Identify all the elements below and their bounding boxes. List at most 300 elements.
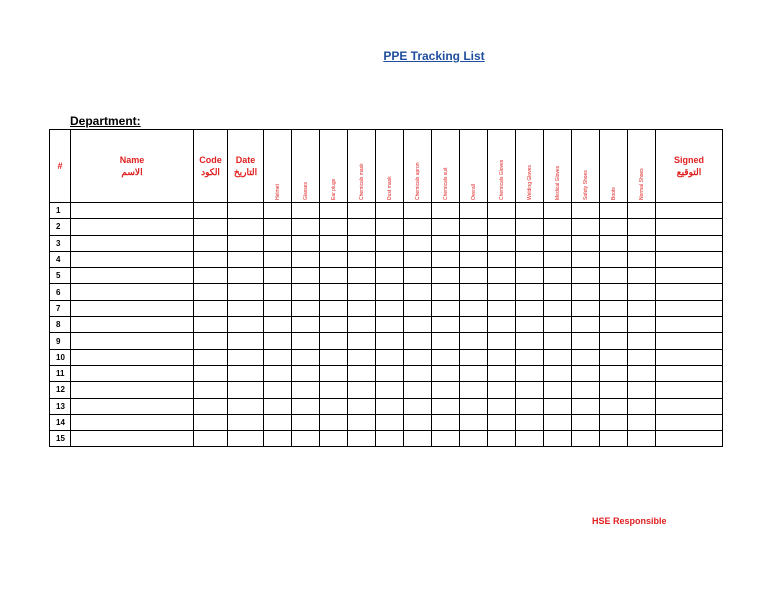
table-cell[interactable] bbox=[404, 382, 432, 398]
table-cell[interactable] bbox=[460, 317, 488, 333]
table-row bbox=[50, 317, 723, 333]
table-cell[interactable] bbox=[71, 382, 194, 398]
table-cell[interactable] bbox=[264, 284, 292, 300]
table-row bbox=[50, 268, 723, 284]
table-cell[interactable] bbox=[544, 382, 572, 398]
table-cell[interactable] bbox=[656, 382, 723, 398]
table-cell[interactable] bbox=[460, 300, 488, 316]
table-cell[interactable] bbox=[544, 235, 572, 251]
table-cell[interactable] bbox=[600, 203, 628, 219]
table-cell[interactable] bbox=[600, 382, 628, 398]
table-cell[interactable] bbox=[320, 431, 348, 447]
table-cell[interactable] bbox=[516, 349, 544, 365]
table-cell[interactable] bbox=[194, 333, 228, 349]
table-cell[interactable] bbox=[264, 333, 292, 349]
table-cell[interactable] bbox=[292, 382, 320, 398]
table-cell[interactable] bbox=[488, 219, 516, 235]
table-cell[interactable] bbox=[376, 349, 404, 365]
table-cell[interactable] bbox=[572, 431, 600, 447]
table-cell[interactable] bbox=[572, 284, 600, 300]
table-cell[interactable] bbox=[292, 365, 320, 381]
table-row bbox=[50, 333, 723, 349]
table-cell[interactable] bbox=[264, 414, 292, 430]
table-cell[interactable] bbox=[628, 251, 656, 267]
table-cell[interactable] bbox=[292, 317, 320, 333]
row-number: 6 bbox=[50, 284, 71, 300]
table-cell[interactable] bbox=[376, 268, 404, 284]
table-cell[interactable] bbox=[71, 431, 194, 447]
table-cell[interactable] bbox=[460, 219, 488, 235]
table-cell[interactable] bbox=[488, 268, 516, 284]
header-ppe bbox=[572, 130, 600, 203]
table-cell[interactable] bbox=[656, 284, 723, 300]
table-cell[interactable] bbox=[600, 317, 628, 333]
table-cell[interactable] bbox=[656, 365, 723, 381]
table-cell[interactable] bbox=[376, 317, 404, 333]
table-cell[interactable] bbox=[516, 398, 544, 414]
table-cell[interactable] bbox=[656, 414, 723, 430]
table-cell[interactable] bbox=[600, 431, 628, 447]
header-ppe bbox=[600, 130, 628, 203]
table-cell[interactable] bbox=[404, 284, 432, 300]
table-cell[interactable] bbox=[460, 268, 488, 284]
table-cell[interactable] bbox=[320, 365, 348, 381]
table-cell[interactable] bbox=[432, 333, 460, 349]
table-cell[interactable] bbox=[488, 284, 516, 300]
table-cell[interactable] bbox=[600, 251, 628, 267]
table-cell[interactable] bbox=[460, 398, 488, 414]
table-row bbox=[50, 382, 723, 398]
table-cell[interactable] bbox=[432, 414, 460, 430]
table-cell[interactable] bbox=[348, 300, 376, 316]
table-cell[interactable] bbox=[71, 365, 194, 381]
table-cell[interactable] bbox=[348, 235, 376, 251]
ppe-column-label: Boots bbox=[610, 187, 617, 200]
table-cell[interactable] bbox=[544, 365, 572, 381]
table-cell[interactable] bbox=[292, 219, 320, 235]
table-cell[interactable] bbox=[348, 203, 376, 219]
table-cell[interactable] bbox=[348, 398, 376, 414]
table-cell[interactable] bbox=[600, 414, 628, 430]
table-cell[interactable] bbox=[628, 317, 656, 333]
row-number: 12 bbox=[50, 382, 71, 398]
table-cell[interactable] bbox=[264, 317, 292, 333]
table-cell[interactable] bbox=[71, 398, 194, 414]
table-cell[interactable] bbox=[348, 431, 376, 447]
table-cell[interactable] bbox=[228, 284, 264, 300]
table-cell[interactable] bbox=[320, 349, 348, 365]
table-cell[interactable] bbox=[516, 382, 544, 398]
table-cell[interactable] bbox=[348, 284, 376, 300]
table-cell[interactable] bbox=[432, 251, 460, 267]
table-cell[interactable] bbox=[488, 251, 516, 267]
table-cell[interactable] bbox=[516, 317, 544, 333]
table-cell[interactable] bbox=[194, 300, 228, 316]
table-cell[interactable] bbox=[432, 300, 460, 316]
table-cell[interactable] bbox=[376, 382, 404, 398]
table-cell[interactable] bbox=[348, 349, 376, 365]
table-cell[interactable] bbox=[376, 203, 404, 219]
table-cell[interactable] bbox=[656, 219, 723, 235]
table-cell[interactable] bbox=[656, 300, 723, 316]
table-cell[interactable] bbox=[432, 203, 460, 219]
table-cell[interactable] bbox=[544, 300, 572, 316]
table-cell[interactable] bbox=[572, 398, 600, 414]
table-cell[interactable] bbox=[516, 365, 544, 381]
header-ppe bbox=[460, 130, 488, 203]
table-cell[interactable] bbox=[404, 235, 432, 251]
table-cell[interactable] bbox=[572, 382, 600, 398]
table-cell[interactable] bbox=[628, 235, 656, 251]
table-cell[interactable] bbox=[194, 382, 228, 398]
table-cell[interactable] bbox=[432, 219, 460, 235]
table-cell[interactable] bbox=[348, 382, 376, 398]
table-cell[interactable] bbox=[320, 300, 348, 316]
table-cell[interactable] bbox=[320, 382, 348, 398]
table-cell[interactable] bbox=[348, 219, 376, 235]
table-cell[interactable] bbox=[348, 365, 376, 381]
table-cell[interactable] bbox=[194, 251, 228, 267]
table-cell[interactable] bbox=[404, 251, 432, 267]
table-cell[interactable] bbox=[572, 251, 600, 267]
table-cell[interactable] bbox=[628, 365, 656, 381]
table-cell[interactable] bbox=[348, 414, 376, 430]
header-row bbox=[50, 130, 723, 203]
table-cell[interactable] bbox=[432, 317, 460, 333]
table-cell[interactable] bbox=[320, 398, 348, 414]
table-cell[interactable] bbox=[572, 414, 600, 430]
table-cell[interactable] bbox=[544, 251, 572, 267]
ppe-column-label: Glasses bbox=[302, 181, 309, 200]
hse-responsible-label: HSE Responsible bbox=[592, 516, 667, 526]
table-cell[interactable] bbox=[264, 365, 292, 381]
table-cell[interactable] bbox=[320, 333, 348, 349]
table-cell[interactable] bbox=[488, 317, 516, 333]
table-cell[interactable] bbox=[320, 414, 348, 430]
table-cell[interactable] bbox=[460, 203, 488, 219]
table-cell[interactable] bbox=[544, 317, 572, 333]
table-cell[interactable] bbox=[194, 414, 228, 430]
table-cell[interactable] bbox=[228, 317, 264, 333]
table-cell[interactable] bbox=[432, 268, 460, 284]
table-cell[interactable] bbox=[516, 284, 544, 300]
table-cell[interactable] bbox=[194, 349, 228, 365]
table-cell[interactable] bbox=[264, 431, 292, 447]
table-cell[interactable] bbox=[628, 333, 656, 349]
table-cell[interactable] bbox=[656, 349, 723, 365]
table-cell[interactable] bbox=[292, 414, 320, 430]
table-cell[interactable] bbox=[71, 219, 194, 235]
table-cell[interactable] bbox=[488, 300, 516, 316]
table-cell[interactable] bbox=[656, 398, 723, 414]
table-cell[interactable] bbox=[572, 365, 600, 381]
table-cell[interactable] bbox=[600, 284, 628, 300]
table-cell[interactable] bbox=[656, 431, 723, 447]
table-cell[interactable] bbox=[516, 235, 544, 251]
table-cell[interactable] bbox=[71, 349, 194, 365]
table-cell[interactable] bbox=[320, 203, 348, 219]
table-cell[interactable] bbox=[460, 284, 488, 300]
table-cell[interactable] bbox=[348, 251, 376, 267]
table-cell[interactable] bbox=[460, 382, 488, 398]
table-cell[interactable] bbox=[320, 219, 348, 235]
table-cell[interactable] bbox=[572, 203, 600, 219]
table-cell[interactable] bbox=[432, 382, 460, 398]
table-cell[interactable] bbox=[628, 284, 656, 300]
table-cell[interactable] bbox=[348, 333, 376, 349]
table-cell[interactable] bbox=[600, 398, 628, 414]
table-cell[interactable] bbox=[404, 398, 432, 414]
table-cell[interactable] bbox=[488, 333, 516, 349]
table-cell[interactable] bbox=[194, 317, 228, 333]
table-cell[interactable] bbox=[320, 235, 348, 251]
table-cell[interactable] bbox=[516, 300, 544, 316]
ppe-tracking-table bbox=[49, 129, 723, 447]
table-cell[interactable] bbox=[228, 268, 264, 284]
table-cell[interactable] bbox=[460, 235, 488, 251]
table-cell[interactable] bbox=[628, 398, 656, 414]
table-cell[interactable] bbox=[628, 300, 656, 316]
table-cell[interactable] bbox=[488, 235, 516, 251]
table-cell[interactable] bbox=[488, 398, 516, 414]
table-cell[interactable] bbox=[194, 268, 228, 284]
table-cell[interactable] bbox=[656, 203, 723, 219]
table-cell[interactable] bbox=[656, 251, 723, 267]
table-cell[interactable] bbox=[194, 235, 228, 251]
table-cell[interactable] bbox=[71, 284, 194, 300]
table-cell[interactable] bbox=[376, 300, 404, 316]
table-cell[interactable] bbox=[228, 349, 264, 365]
table-cell[interactable] bbox=[264, 203, 292, 219]
table-cell[interactable] bbox=[628, 219, 656, 235]
header-signed: Signed التوقيع bbox=[656, 130, 723, 203]
table-cell[interactable] bbox=[264, 300, 292, 316]
table-cell[interactable] bbox=[71, 333, 194, 349]
table-cell[interactable] bbox=[488, 203, 516, 219]
row-number: 4 bbox=[50, 251, 71, 267]
table-cell[interactable] bbox=[292, 251, 320, 267]
table-cell[interactable] bbox=[292, 268, 320, 284]
table-cell[interactable] bbox=[228, 251, 264, 267]
table-cell[interactable] bbox=[194, 365, 228, 381]
table-cell[interactable] bbox=[516, 333, 544, 349]
table-cell[interactable] bbox=[460, 414, 488, 430]
table-cell[interactable] bbox=[488, 431, 516, 447]
table-cell[interactable] bbox=[404, 219, 432, 235]
table-cell[interactable] bbox=[600, 333, 628, 349]
table-cell[interactable] bbox=[404, 203, 432, 219]
table-cell[interactable] bbox=[460, 431, 488, 447]
table-cell[interactable] bbox=[404, 431, 432, 447]
table-cell[interactable] bbox=[71, 414, 194, 430]
table-cell[interactable] bbox=[656, 235, 723, 251]
table-cell[interactable] bbox=[544, 284, 572, 300]
header-ppe bbox=[320, 130, 348, 203]
table-cell[interactable] bbox=[292, 203, 320, 219]
table-cell[interactable] bbox=[460, 349, 488, 365]
ppe-column-label: Welding Gloves bbox=[526, 165, 533, 200]
table-cell[interactable] bbox=[348, 268, 376, 284]
table-cell[interactable] bbox=[376, 219, 404, 235]
table-cell[interactable] bbox=[292, 431, 320, 447]
table-cell[interactable] bbox=[404, 268, 432, 284]
table-cell[interactable] bbox=[628, 431, 656, 447]
table-cell[interactable] bbox=[488, 382, 516, 398]
table-cell[interactable] bbox=[320, 284, 348, 300]
table-cell[interactable] bbox=[320, 268, 348, 284]
table-cell[interactable] bbox=[348, 317, 376, 333]
table-cell[interactable] bbox=[376, 251, 404, 267]
table-cell[interactable] bbox=[264, 382, 292, 398]
table-cell[interactable] bbox=[516, 431, 544, 447]
table-cell[interactable] bbox=[572, 268, 600, 284]
table-cell[interactable] bbox=[228, 365, 264, 381]
table-cell[interactable] bbox=[376, 431, 404, 447]
table-cell[interactable] bbox=[264, 349, 292, 365]
table-cell[interactable] bbox=[432, 431, 460, 447]
table-cell[interactable] bbox=[516, 414, 544, 430]
table-cell[interactable] bbox=[432, 349, 460, 365]
table-cell[interactable] bbox=[404, 300, 432, 316]
table-cell[interactable] bbox=[376, 365, 404, 381]
table-cell[interactable] bbox=[600, 219, 628, 235]
table-cell[interactable] bbox=[600, 349, 628, 365]
table-cell[interactable] bbox=[628, 382, 656, 398]
table-cell[interactable] bbox=[376, 284, 404, 300]
table-cell[interactable] bbox=[292, 349, 320, 365]
table-cell[interactable] bbox=[572, 333, 600, 349]
table-cell[interactable] bbox=[544, 431, 572, 447]
table-cell[interactable] bbox=[572, 219, 600, 235]
table-cell[interactable] bbox=[404, 333, 432, 349]
table-cell[interactable] bbox=[264, 398, 292, 414]
table-cell[interactable] bbox=[264, 235, 292, 251]
table-cell[interactable] bbox=[264, 251, 292, 267]
table-cell[interactable] bbox=[544, 349, 572, 365]
table-cell[interactable] bbox=[404, 317, 432, 333]
table-cell[interactable] bbox=[292, 300, 320, 316]
row-number: 9 bbox=[50, 333, 71, 349]
table-cell[interactable] bbox=[194, 398, 228, 414]
table-cell[interactable] bbox=[292, 398, 320, 414]
table-cell[interactable] bbox=[460, 365, 488, 381]
page-title: PPE Tracking List bbox=[383, 49, 485, 63]
table-cell[interactable] bbox=[320, 317, 348, 333]
table-cell[interactable] bbox=[432, 284, 460, 300]
table-cell[interactable] bbox=[228, 203, 264, 219]
table-cell[interactable] bbox=[228, 414, 264, 430]
table-cell[interactable] bbox=[628, 349, 656, 365]
table-cell[interactable] bbox=[460, 333, 488, 349]
table-cell[interactable] bbox=[376, 333, 404, 349]
table-cell[interactable] bbox=[194, 431, 228, 447]
table-cell[interactable] bbox=[376, 235, 404, 251]
table-cell[interactable] bbox=[432, 235, 460, 251]
table-cell[interactable] bbox=[264, 268, 292, 284]
table-cell[interactable] bbox=[228, 398, 264, 414]
table-cell[interactable] bbox=[516, 203, 544, 219]
header-name: Name الاسم bbox=[71, 130, 194, 203]
table-cell[interactable] bbox=[488, 349, 516, 365]
table-cell[interactable] bbox=[516, 219, 544, 235]
table-cell[interactable] bbox=[404, 349, 432, 365]
table-cell[interactable] bbox=[432, 365, 460, 381]
table-cell[interactable] bbox=[600, 235, 628, 251]
table-cell[interactable] bbox=[544, 268, 572, 284]
table-cell[interactable] bbox=[71, 235, 194, 251]
table-cell[interactable] bbox=[544, 203, 572, 219]
table-cell[interactable] bbox=[544, 398, 572, 414]
table-cell[interactable] bbox=[656, 317, 723, 333]
table-cell[interactable] bbox=[228, 431, 264, 447]
table-row bbox=[50, 414, 723, 430]
table-cell[interactable] bbox=[194, 284, 228, 300]
ppe-column-label: Overall bbox=[470, 184, 477, 200]
table-cell[interactable] bbox=[194, 203, 228, 219]
table-cell[interactable] bbox=[404, 365, 432, 381]
table-cell[interactable] bbox=[516, 268, 544, 284]
table-cell[interactable] bbox=[544, 219, 572, 235]
table-cell[interactable] bbox=[572, 235, 600, 251]
ppe-column-label: Chemicals Gloves bbox=[498, 159, 505, 200]
table-cell[interactable] bbox=[628, 414, 656, 430]
table-cell[interactable] bbox=[71, 300, 194, 316]
table-cell[interactable] bbox=[600, 268, 628, 284]
table-row bbox=[50, 284, 723, 300]
table-cell[interactable] bbox=[572, 317, 600, 333]
table-cell[interactable] bbox=[544, 414, 572, 430]
table-cell[interactable] bbox=[488, 414, 516, 430]
table-cell[interactable] bbox=[572, 349, 600, 365]
table-cell[interactable] bbox=[432, 398, 460, 414]
table-cell[interactable] bbox=[228, 382, 264, 398]
row-number: 7 bbox=[50, 300, 71, 316]
table-cell[interactable] bbox=[228, 333, 264, 349]
table-cell[interactable] bbox=[572, 300, 600, 316]
table-cell[interactable] bbox=[656, 268, 723, 284]
row-number: 13 bbox=[50, 398, 71, 414]
table-cell[interactable] bbox=[488, 365, 516, 381]
header-ppe bbox=[544, 130, 572, 203]
table-cell[interactable] bbox=[228, 235, 264, 251]
table-cell[interactable] bbox=[292, 333, 320, 349]
table-cell[interactable] bbox=[71, 268, 194, 284]
table-cell[interactable] bbox=[71, 251, 194, 267]
table-cell[interactable] bbox=[600, 300, 628, 316]
table-cell[interactable] bbox=[228, 300, 264, 316]
table-cell[interactable] bbox=[71, 317, 194, 333]
table-cell[interactable] bbox=[292, 284, 320, 300]
table-cell[interactable] bbox=[628, 268, 656, 284]
table-cell[interactable] bbox=[264, 219, 292, 235]
table-cell[interactable] bbox=[628, 203, 656, 219]
table-cell[interactable] bbox=[376, 398, 404, 414]
table-cell[interactable] bbox=[320, 251, 348, 267]
header-ppe bbox=[376, 130, 404, 203]
table-cell[interactable] bbox=[404, 414, 432, 430]
table-cell[interactable] bbox=[194, 219, 228, 235]
table-cell[interactable] bbox=[292, 235, 320, 251]
table-cell[interactable] bbox=[460, 251, 488, 267]
table-cell[interactable] bbox=[600, 365, 628, 381]
table-cell[interactable] bbox=[376, 414, 404, 430]
ppe-column-label: Normal Shoes bbox=[638, 168, 645, 200]
table-cell[interactable] bbox=[516, 251, 544, 267]
table-cell[interactable] bbox=[656, 333, 723, 349]
table-cell[interactable] bbox=[228, 219, 264, 235]
table-cell[interactable] bbox=[71, 203, 194, 219]
table-cell[interactable] bbox=[544, 333, 572, 349]
